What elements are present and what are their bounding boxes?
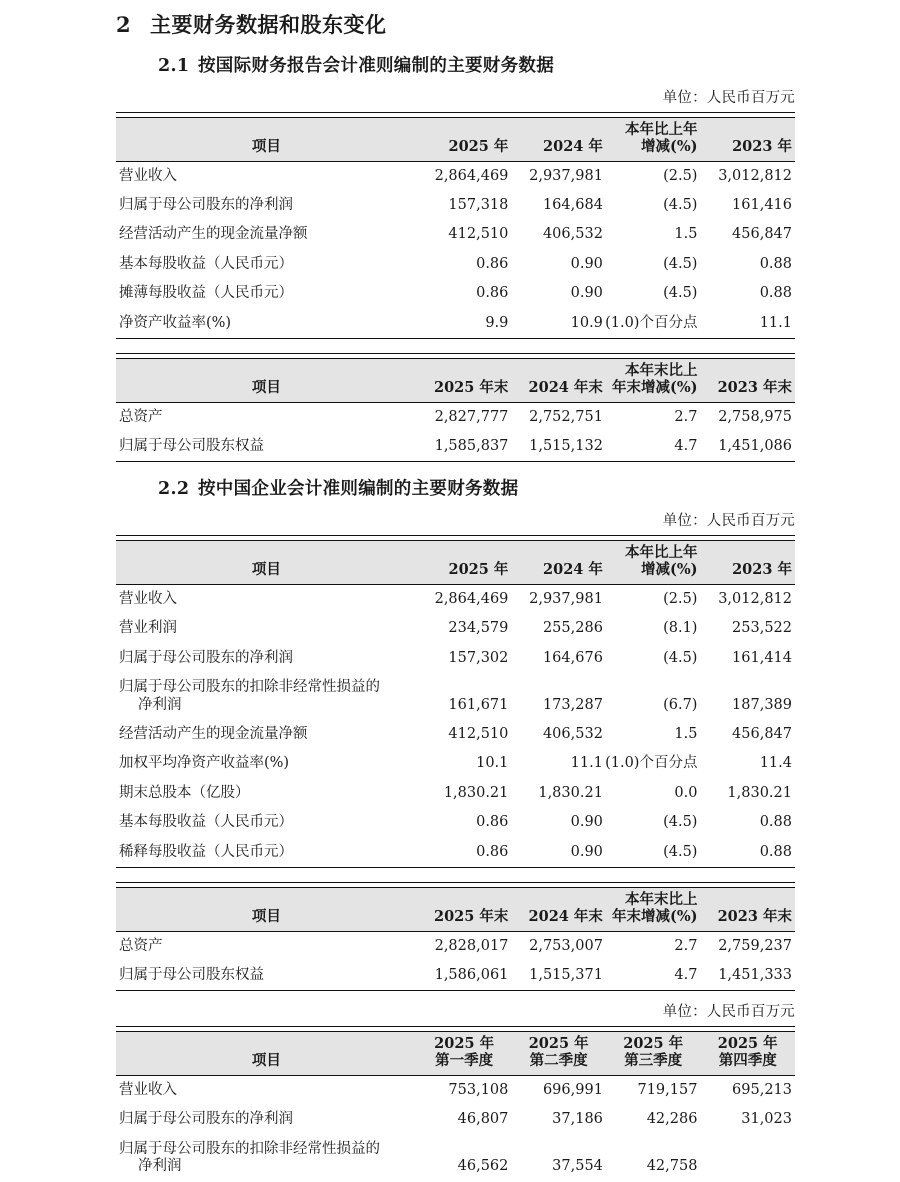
cell-value: 1,830.21 <box>443 784 509 801</box>
cell-value: 406,532 <box>542 226 603 243</box>
cell-value: 0.90 <box>570 255 603 272</box>
column-header-change-line1: 本年比上年 <box>624 544 698 562</box>
cell-value: 46,807 <box>457 1111 509 1128</box>
table-row <box>116 402 795 432</box>
cell-value: (2.5) <box>663 591 698 607</box>
row-label-line1: 归属于母公司股东的扣除非经常性损益的 <box>119 1140 380 1157</box>
subsection-heading-2-2 <box>0 462 900 500</box>
column-header-2023-end: 2023 年末 <box>700 358 795 402</box>
column-header-q1 <box>417 1032 512 1076</box>
table-quarterly <box>116 1026 795 1181</box>
column-header-change-line2: 增减(%) <box>640 561 698 579</box>
cell-value: 3,012,812 <box>718 591 792 607</box>
cell-value: 0.90 <box>511 838 606 868</box>
table-cas-income <box>116 535 795 868</box>
row-label: 归属于母公司股东的净利润 <box>119 649 293 666</box>
table-ifrs-balance <box>116 353 795 462</box>
table-row <box>116 1075 795 1105</box>
subsection-title: 按中国企业会计准则编制的主要财务数据 <box>198 479 519 500</box>
cell-value: 406,532 <box>542 725 603 742</box>
row-label: 总资产 <box>119 937 163 954</box>
table-row <box>116 779 795 808</box>
subsection-heading-2-1 <box>0 39 900 77</box>
cell-value: (4.5) <box>663 255 698 272</box>
section-number: 2 <box>116 12 132 37</box>
spacer <box>0 339 900 353</box>
row-label: 经营活动产生的现金流量净额 <box>119 226 308 243</box>
subsection-number: 2.2 <box>158 479 190 500</box>
cell-value: 0.90 <box>570 814 603 831</box>
row-label: 稀释每股收益（人民币元） <box>116 838 417 868</box>
cell-value: 42,286 <box>646 1111 698 1128</box>
cell-value: 0.86 <box>476 814 509 831</box>
cell-value: 2.7 <box>674 937 698 954</box>
cell-value: 11.1 <box>700 309 795 339</box>
row-label: 总资产 <box>119 408 163 425</box>
cell-value: 11.4 <box>759 755 792 772</box>
row-label-line2: 净利润 <box>138 696 182 713</box>
unit-caption-1: 单位：人民币百万元 <box>662 90 795 106</box>
column-header-2025: 2025 年 <box>417 541 512 585</box>
column-header-change-line1: 本年比上年 <box>624 121 698 138</box>
table-row <box>116 432 795 462</box>
column-header-q3-line1: 2025 年 <box>623 1035 684 1053</box>
cell-value: (4.5) <box>663 649 698 666</box>
row-label: 经营活动产生的现金流量净额 <box>119 725 308 742</box>
table-body <box>116 402 795 462</box>
cell-value: 0.90 <box>570 285 603 302</box>
cell-value: 1,830.21 <box>538 784 603 801</box>
column-header-change <box>606 887 701 931</box>
cell-value-text: (1.0)个百分点 <box>605 755 698 772</box>
row-label: 期末总股本（亿股） <box>119 784 250 801</box>
column-header-2023: 2023 年 <box>700 118 795 162</box>
cell-value: 234,579 <box>448 620 509 637</box>
table-row <box>116 279 795 308</box>
cell-value: 1,586,061 <box>417 961 512 991</box>
column-header-2024: 2024 年 <box>511 541 606 585</box>
cell-value: 1,830.21 <box>727 784 792 801</box>
table-row <box>116 961 795 991</box>
cell-value: 753,108 <box>448 1081 509 1098</box>
column-header-2025-end: 2025 年末 <box>417 887 512 931</box>
column-header-item: 项目 <box>116 118 417 162</box>
cell-value: 157,318 <box>448 197 509 214</box>
cell-value: (4.5) <box>606 838 701 868</box>
cell-value: 37,186 <box>552 1111 603 1128</box>
table-row <box>116 309 795 339</box>
table-row <box>116 1135 795 1182</box>
cell-value: 161,414 <box>732 649 792 666</box>
cell-value: 0.88 <box>759 814 792 831</box>
row-label: 加权平均净资产收益率(%) <box>119 755 290 772</box>
cell-value: 695,213 <box>732 1081 792 1098</box>
cell-value: (4.5) <box>663 814 698 831</box>
table-body <box>116 1075 795 1181</box>
cell-value: 456,847 <box>732 725 792 742</box>
row-label: 归属于母公司股东权益 <box>116 432 417 462</box>
cell-value: 2,828,017 <box>434 937 509 954</box>
column-header-2024-end: 2024 年末 <box>511 358 606 402</box>
cell-value: 253,522 <box>732 620 792 637</box>
column-header-q1-line2: 第一季度 <box>435 1052 494 1070</box>
column-header-q2-line1: 2025 年 <box>528 1035 589 1053</box>
section-heading <box>0 0 900 39</box>
cell-value: 1.5 <box>674 226 698 243</box>
cell-value: 1,585,837 <box>417 432 512 462</box>
cell-value <box>606 309 701 339</box>
table-wrapper-cas-income <box>0 535 900 868</box>
column-header-q4 <box>700 1032 795 1076</box>
section-title: 主要财务数据和股东变化 <box>150 12 387 37</box>
row-label: 归属于母公司股东权益 <box>116 961 417 991</box>
cell-value: 0.88 <box>759 255 792 272</box>
table-cas-balance <box>116 882 795 991</box>
table-body <box>116 931 795 991</box>
table-row <box>116 191 795 220</box>
column-header-change <box>606 541 701 585</box>
row-label: 营业收入 <box>119 591 177 607</box>
cell-value: 0.0 <box>674 784 698 801</box>
cell-value: 42,758 <box>646 1158 698 1175</box>
column-header-2025-end: 2025 年末 <box>417 358 512 402</box>
column-header-q4-line2: 第四季度 <box>718 1052 777 1070</box>
column-header-2024: 2024 年 <box>511 118 606 162</box>
cell-value: 4.7 <box>606 961 701 991</box>
cell-value <box>606 749 701 778</box>
cell-value <box>700 1135 795 1182</box>
cell-value: 2,752,751 <box>529 408 603 425</box>
table-body <box>116 161 795 338</box>
column-header-q3-line2: 第三季度 <box>624 1052 683 1070</box>
table-row <box>116 1105 795 1134</box>
cell-value: 11.1 <box>570 755 603 772</box>
cell-value: 10.9 <box>511 309 606 339</box>
cell-value: 173,287 <box>542 696 603 713</box>
cell-value: (4.5) <box>663 197 698 214</box>
cell-value-text: (1.0)个百分点 <box>605 314 698 331</box>
row-label: 归属于母公司股东的净利润 <box>119 197 293 214</box>
unit-caption-3: 单位：人民币百万元 <box>662 1004 795 1021</box>
subsection-number: 2.1 <box>158 56 190 76</box>
row-label: 基本每股收益（人民币元） <box>119 814 293 831</box>
column-header-change <box>606 118 701 162</box>
cell-value: 4.7 <box>606 432 701 462</box>
cell-value: 10.1 <box>476 755 509 772</box>
table-row <box>116 220 795 249</box>
row-label-line1: 归属于母公司股东的扣除非经常性损益的 <box>119 679 380 696</box>
cell-value: 1,515,371 <box>511 961 606 991</box>
column-header-q2-line2: 第二季度 <box>529 1052 588 1070</box>
cell-value: 2,759,237 <box>718 937 792 954</box>
cell-value: 161,671 <box>448 696 509 713</box>
cell-value: 719,157 <box>637 1081 698 1098</box>
column-header-q1-line1: 2025 年 <box>434 1035 495 1053</box>
column-header-q4-line1: 2025 年 <box>717 1035 778 1053</box>
cell-value: 2,753,007 <box>529 937 603 954</box>
cell-value: 1,515,132 <box>511 432 606 462</box>
row-label-line2: 净利润 <box>138 1158 182 1175</box>
table-wrapper-ifrs-income <box>0 112 900 339</box>
column-header-change-line2: 增减(%) <box>640 137 698 155</box>
cell-value: 0.86 <box>417 838 512 868</box>
cell-value: 161,416 <box>732 197 792 214</box>
spacer <box>0 868 900 882</box>
row-label: 营业收入 <box>119 167 177 184</box>
table-row <box>116 808 795 837</box>
cell-value: 1,451,333 <box>700 961 795 991</box>
cell-value: 164,676 <box>542 649 603 666</box>
table-wrapper-ifrs-balance <box>0 353 900 462</box>
column-header-change-line2: 年末增减(%) <box>611 378 698 396</box>
column-header-change-line1: 本年末比上 <box>624 890 698 908</box>
table-row <box>116 614 795 643</box>
cell-value: 2.7 <box>674 408 698 425</box>
cell-value: 696,991 <box>542 1081 603 1098</box>
cell-value: 31,023 <box>741 1111 792 1128</box>
cell-value: 9.9 <box>417 309 512 339</box>
table-row <box>116 673 795 720</box>
cell-value: (6.7) <box>663 696 698 713</box>
cell-value: 157,302 <box>448 649 509 666</box>
column-header-change <box>606 358 701 402</box>
row-label: 净资产收益率(%) <box>116 309 417 339</box>
column-header-change-line2: 年末增减(%) <box>611 907 698 925</box>
cell-value: 0.86 <box>476 255 509 272</box>
table-ifrs-income <box>116 112 795 339</box>
table-row <box>116 644 795 673</box>
row-label: 营业利润 <box>119 620 177 637</box>
cell-value: 0.86 <box>476 285 509 302</box>
row-label <box>116 673 417 720</box>
cell-value: 0.88 <box>759 285 792 302</box>
cell-value: 187,389 <box>732 696 792 713</box>
cell-value: 0.88 <box>700 838 795 868</box>
table-row <box>116 585 795 615</box>
column-header-2023-end: 2023 年末 <box>700 887 795 931</box>
table-wrapper-cas-balance <box>0 882 900 991</box>
subsection-title: 按国际财务报告会计准则编制的主要财务数据 <box>198 56 554 76</box>
unit-caption-2: 单位：人民币百万元 <box>662 513 795 530</box>
table-row <box>116 749 795 778</box>
cell-value: 2,937,981 <box>529 167 603 184</box>
cell-value: 37,554 <box>552 1158 603 1175</box>
cell-value: 456,847 <box>732 226 792 243</box>
table-body <box>116 585 795 868</box>
column-header-q3 <box>606 1032 701 1076</box>
cell-value: 1.5 <box>674 725 698 742</box>
column-header-item: 项目 <box>116 1032 417 1076</box>
column-header-change-line1: 本年末比上 <box>624 361 698 379</box>
column-header-item: 项目 <box>116 358 417 402</box>
cell-value: 2,864,469 <box>434 591 509 607</box>
table-row <box>116 161 795 191</box>
cell-value: 412,510 <box>448 725 509 742</box>
row-label: 摊薄每股收益（人民币元） <box>119 285 293 302</box>
column-header-item: 项目 <box>116 887 417 931</box>
cell-value: 46,562 <box>457 1158 509 1175</box>
row-label: 营业收入 <box>119 1081 177 1098</box>
cell-value: 2,937,981 <box>529 591 603 607</box>
cell-value: (8.1) <box>663 620 698 637</box>
column-header-2023: 2023 年 <box>700 541 795 585</box>
cell-value: 3,012,812 <box>718 167 792 184</box>
row-label <box>116 1135 417 1182</box>
column-header-2024-end: 2024 年末 <box>511 887 606 931</box>
table-row <box>116 250 795 279</box>
cell-value: (4.5) <box>663 285 698 302</box>
table-wrapper-quarterly <box>0 1026 900 1181</box>
row-label: 基本每股收益（人民币元） <box>119 255 293 272</box>
cell-value: 412,510 <box>448 226 509 243</box>
cell-value: 2,864,469 <box>434 167 509 184</box>
cell-value: 2,827,777 <box>434 408 509 425</box>
column-header-2025: 2025 年 <box>417 118 512 162</box>
column-header-q2 <box>511 1032 606 1076</box>
row-label: 归属于母公司股东的净利润 <box>119 1111 293 1128</box>
column-header-item: 项目 <box>116 541 417 585</box>
table-row <box>116 720 795 749</box>
table-row <box>116 838 795 868</box>
cell-value: 1,451,086 <box>700 432 795 462</box>
cell-value: (2.5) <box>663 167 698 184</box>
cell-value: 255,286 <box>542 620 603 637</box>
cell-value: 164,684 <box>542 197 603 214</box>
table-row <box>116 931 795 961</box>
cell-value: 2,758,975 <box>718 408 792 425</box>
